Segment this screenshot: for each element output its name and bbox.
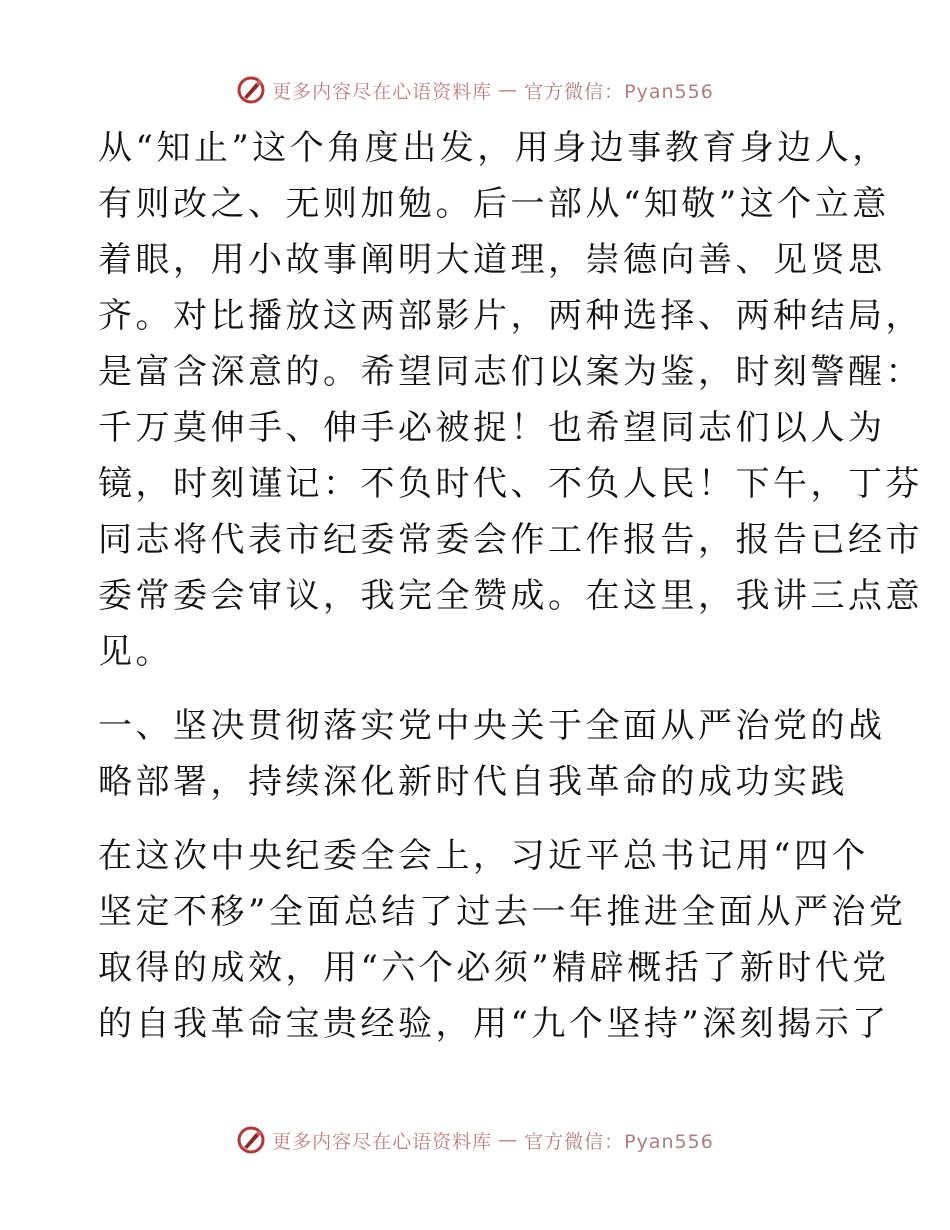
text-line: 着眼，用小故事阐明大道理，崇德向善、见贤思 bbox=[98, 240, 886, 280]
text-line: 有则改之、无则加勉。后一部从“知敬”这个立意 bbox=[98, 184, 890, 224]
text-line: 在这次中央纪委全会上，习近平总书记用“四个 bbox=[98, 836, 869, 876]
text-line: 见。 bbox=[98, 632, 173, 672]
text-line: 坚定不移”全面总结了过去一年推进全面从严治党 bbox=[98, 892, 907, 932]
section-heading bbox=[98, 698, 886, 810]
watermark-text: 更多内容尽在心语资料库 bbox=[272, 1130, 493, 1153]
document-body bbox=[98, 120, 923, 1052]
text-line: 齐。对比播放这两部影片，两种选择、两种结局， bbox=[98, 296, 923, 336]
red-pen-circle-icon bbox=[236, 75, 266, 105]
watermark-contact: 官方微信：Pyan556 bbox=[524, 80, 714, 103]
text-line: 镜，时刻谨记：不负时代、不负人民！下午，丁芬 bbox=[98, 464, 923, 504]
paragraph bbox=[98, 828, 907, 1052]
footer-watermark bbox=[0, 1120, 950, 1160]
header-watermark bbox=[0, 70, 950, 110]
text-line: 的自我革命宝贵经验，用“九个坚持”深刻揭示了 bbox=[98, 1004, 890, 1044]
text-line: 委常委会审议，我完全赞成。在这里，我讲三点意 bbox=[98, 576, 923, 616]
text-line: 千万莫伸手、伸手必被捉！也希望同志们以人为 bbox=[98, 408, 886, 448]
red-pen-circle-icon bbox=[236, 1125, 266, 1155]
text-line: 从“知止”这个角度出发，用身边事教育身边人， bbox=[98, 128, 890, 168]
paragraph bbox=[98, 120, 923, 680]
heading-line: 一、坚决贯彻落实党中央关于全面从严治党的战 bbox=[98, 706, 886, 746]
text-line: 是富含深意的。希望同志们以案为鉴，时刻警醒： bbox=[98, 352, 923, 392]
watermark-dash: — bbox=[498, 79, 519, 101]
watermark-contact: 官方微信：Pyan556 bbox=[524, 1130, 714, 1153]
watermark-text: 更多内容尽在心语资料库 bbox=[272, 80, 493, 103]
text-line: 同志将代表市纪委常委会作工作报告，报告已经市 bbox=[98, 520, 923, 560]
text-line: 取得的成效，用“六个必须”精辟概括了新时代党 bbox=[98, 948, 890, 988]
heading-line: 略部署，持续深化新时代自我革命的成功实践 bbox=[98, 762, 848, 802]
watermark-dash: — bbox=[498, 1129, 519, 1151]
